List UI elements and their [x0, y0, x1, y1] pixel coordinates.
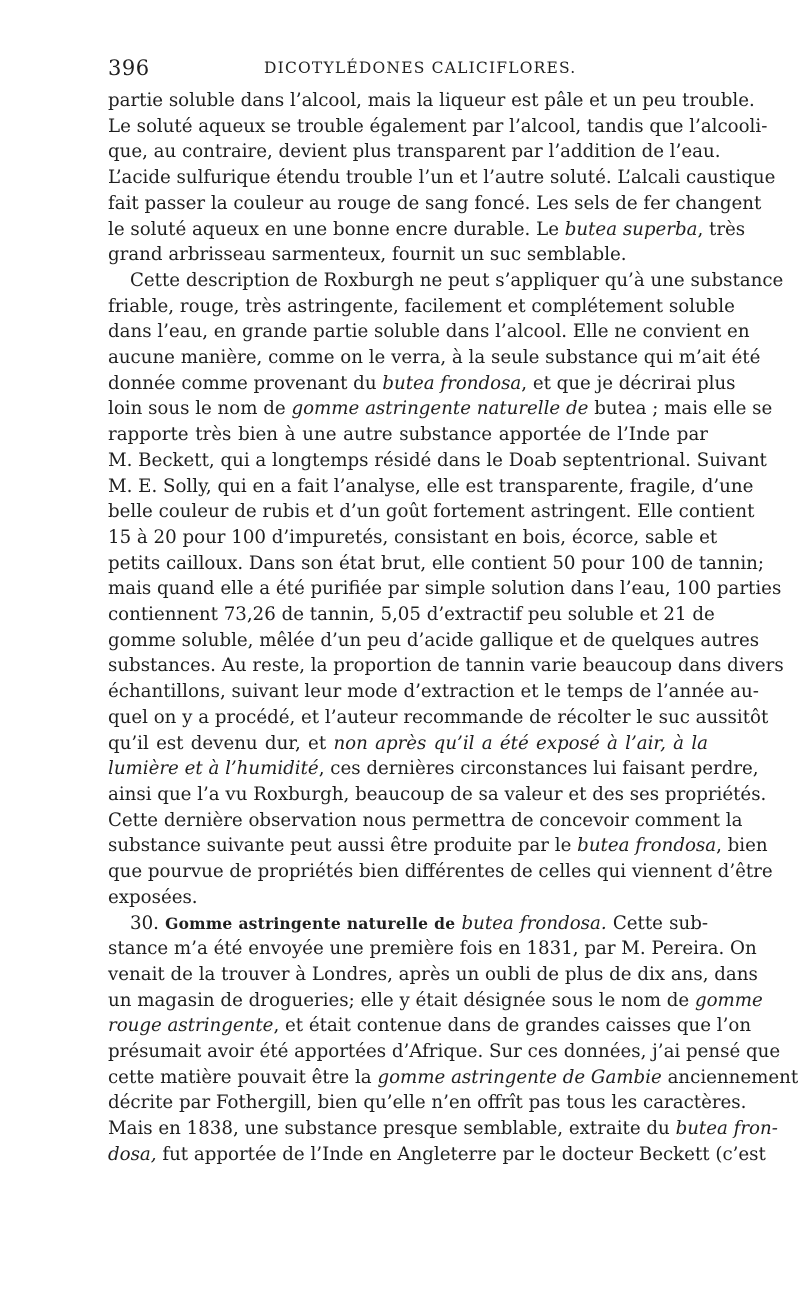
- text-fragment: , et que je décrirai plus: [521, 372, 736, 394]
- text-line: ainsi que l’a vu Roxburgh, beaucoup de sa valeur et des ses propriétés.: [108, 783, 767, 805]
- text-line: [108, 1142, 766, 1168]
- text-line: gomme soluble, mêlée d’un peu d’acide gallique et de quelques autres: [108, 629, 760, 651]
- text-line: fait passer la couleur au rouge de sang foncé. Les sels de fer changent: [108, 192, 762, 214]
- running-header: [108, 56, 708, 88]
- species-name: butea fron-: [675, 1118, 778, 1140]
- text-line: [108, 731, 708, 757]
- text-line: mais quand elle a été purifiée par simple solution dans l’eau, 100 parties: [108, 578, 782, 600]
- text-line: substances. Au reste, la proportion de tannin varie beaucoup dans divers: [108, 655, 784, 677]
- text-line: que pourvue de propriétés bien différentes de celles qui viennent d’être: [108, 861, 773, 883]
- text-fragment: butea ; mais elle se: [594, 398, 773, 420]
- text-fragment: fut apportée de l’Inde en Angleterre par le docteur Beckett (c’est: [162, 1143, 766, 1165]
- page-number: 396: [108, 56, 150, 80]
- text-line: [108, 833, 768, 859]
- species-name: butea frondosa.: [461, 912, 607, 934]
- text-line: partie soluble dans l’alcool, mais la liqueur est pâle et un peu trouble.: [108, 90, 755, 111]
- species-name: butea superba: [564, 218, 698, 240]
- text-line: contiennent 73,26 de tannin, 5,05 d’extractif peu soluble et 21 de: [108, 604, 715, 626]
- text-line: M. Beckett, qui a longtemps résidé dans le Doab septentrional. Suivant: [108, 449, 767, 471]
- text-fragment: , très: [697, 218, 746, 240]
- text-line: [108, 1013, 752, 1039]
- italic-term: rouge astringente: [108, 1015, 274, 1037]
- text-line: 15 à 20 pour 100 d’impuretés, consistant en bois, écorce, sable et: [108, 526, 718, 548]
- text-line: Cette description de Roxburgh ne peut s’appliquer qu’à une substance: [130, 269, 784, 291]
- species-name: butea frondosa: [382, 372, 522, 394]
- section-number: 30.: [130, 912, 159, 934]
- text-line: grand arbrisseau sarmenteux, fournit un suc semblable.: [108, 244, 627, 266]
- text-line: venait de la trouver à Londres, après un oubli de plus de dix ans, dans: [108, 963, 758, 985]
- text-line: Le soluté aqueux se trouble également par l’alcool, tandis que l’alcooli-: [108, 115, 768, 137]
- text-line: M. E. Solly, qui en a fait l’analyse, elle est transparente, fragile, d’une: [108, 475, 754, 497]
- italic-term: gomme astringente de Gambie: [377, 1066, 662, 1088]
- text-line: aucune manière, comme on le verra, à la seule substance qui m’ait été: [108, 347, 761, 369]
- body-text: [108, 88, 799, 1168]
- text-fragment: qu’il est devenu dur, et: [108, 732, 327, 754]
- text-line: quel on y a procédé, et l’auteur recommande de récolter le suc aussitôt: [108, 706, 769, 728]
- text-line: L’acide sulfurique étendu trouble l’un et l’autre soluté. L’alcali caustique: [108, 167, 776, 189]
- text-fragment: le soluté aqueux en une bonne encre durable. Le: [108, 218, 559, 240]
- section-heading: Gomme astringente naturelle de: [165, 913, 456, 933]
- paragraph-continued: [108, 88, 776, 268]
- text-line: [108, 371, 736, 397]
- species-name: butea frondosa: [577, 835, 717, 857]
- text-line: [108, 217, 746, 243]
- text-line: stance m’a été envoyée une première fois en 1831, par M. Pereira. On: [108, 938, 757, 960]
- text-line: [108, 756, 759, 782]
- text-line: dans l’eau, en grande partie soluble dans l’alcool. Elle ne convient en: [108, 321, 750, 343]
- species-name: dosa,: [108, 1143, 157, 1165]
- italic-phrase: non après qu’il a été exposé à l’air, à la: [333, 732, 708, 754]
- italic-phrase: lumière et à l’humidité: [108, 758, 319, 780]
- text-fragment: , bien: [716, 835, 768, 857]
- text-fragment: , ces dernières circonstances lui faisant perdre,: [318, 758, 759, 780]
- text-line: rapporte très bien à une autre substance apportée de l’Inde par: [108, 424, 708, 446]
- text-fragment: loin sous le nom de: [108, 398, 286, 420]
- text-line: friable, rouge, très astringente, facilement et complétement soluble: [108, 295, 735, 317]
- italic-term: gomme: [694, 989, 763, 1011]
- text-fragment: un magasin de drogueries; elle y était désignée sous le nom de: [108, 989, 690, 1011]
- text-line: que, au contraire, devient plus transparent par l’addition de l’eau.: [108, 141, 721, 163]
- text-line: présumait avoir été apportées d’Afrique. Sur ces données, j’ai pensé que: [108, 1041, 781, 1063]
- text-line: échantillons, suivant leur mode d’extraction et le temps de l’année au-: [108, 681, 759, 703]
- section-30: [108, 911, 799, 1168]
- text-fragment: substance suivante peut aussi être produite par le: [108, 835, 572, 857]
- text-line: [108, 1065, 799, 1091]
- text-line: exposées.: [108, 886, 198, 908]
- running-title: DICOTYLÉDONES CALICIFLORES.: [264, 59, 577, 77]
- text-line: belle couleur de rubis et d’un goût fortement astringent. Elle contient: [108, 501, 755, 523]
- text-line: [108, 396, 773, 422]
- text-fragment: Cette sub-: [612, 912, 708, 934]
- text-fragment: cette matière pouvait être la: [108, 1066, 372, 1088]
- text-line: [108, 988, 763, 1014]
- text-line: [108, 1116, 778, 1142]
- text-line: [108, 911, 708, 937]
- text-line: décrite par Fothergill, bien qu’elle n’en offrît pas tous les caractères.: [108, 1092, 747, 1114]
- text-fragment: , et était contenue dans de grandes caisses que l’on: [273, 1015, 752, 1037]
- italic-term: gomme astringente naturelle de: [291, 398, 589, 420]
- text-fragment: donnée comme provenant du: [108, 372, 377, 394]
- text-line: petits cailloux. Dans son état brut, elle contient 50 pour 100 de tannin;: [108, 552, 764, 574]
- text-line: Cette dernière observation nous permettra de concevoir comment la: [108, 809, 743, 831]
- paragraph-roxburgh: [108, 268, 784, 911]
- text-fragment: Mais en 1838, une substance presque semblable, extraite du: [108, 1118, 670, 1140]
- text-fragment: anciennement: [667, 1066, 799, 1088]
- book-page: [108, 56, 799, 1168]
